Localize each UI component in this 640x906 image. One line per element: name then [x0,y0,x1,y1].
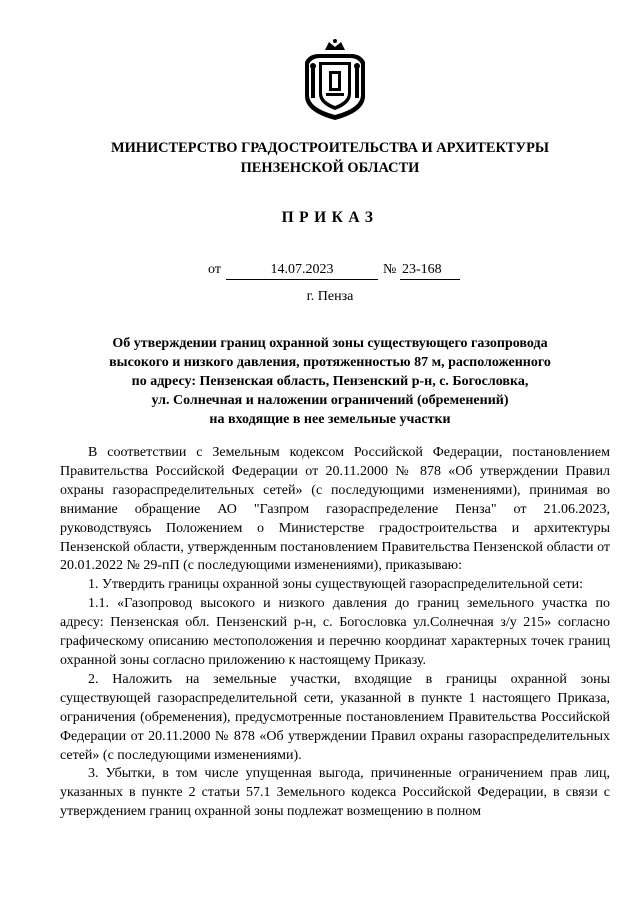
item-1-paragraph: 1. Утвердить границы охранной зоны существующей газораспределительной сети: [88,577,583,593]
order-date-line [60,262,600,282]
date-prefix: от [208,262,221,277]
ministry-name-line2: ПЕНЗЕНСКОЙ ОБЛАСТИ [240,160,420,176]
city-name: г. Пенза [306,289,354,304]
subject-line: на входящие в нее земельные участки [209,411,451,427]
item-1-1-paragraph: 1.1. «Газопровод высокого и низкого давления до границ земельного участка по адресу: Пензенская обл. Пензенский р-н, с. Богословка ул.Солнечная з/у 215» согласно графическому описанию местоположения и перечню координат характерных точек границ охранной зоны согласно приложению к настоящему Приказу. [60,596,610,668]
number-prefix: № [383,262,397,277]
order-subject [60,335,600,430]
order-date: 14.07.2023 [226,262,378,280]
coat-of-arms-emblem [299,38,371,122]
order-body [60,444,610,822]
subject-line: ул. Солнечная и наложении ограничений (обременений) [151,392,509,408]
subject-line: высокого и низкого давления, протяженностью 87 м, расположенного [109,354,551,370]
preamble-paragraph: В соответствии с Земельным кодексом Российской Федерации, постановлением Правительства Российской Федерации от 20.11.2000 № 878 «Об утверждении Правил охраны газораспределительных сетей» (с последующими изменениями), принимая во внимание обращение АО "Газпром газораспределение Пенза" от 21.06.2023, руководствуясь Положением о Министерстве градостроительства и архитектуры Пензенской области, утвержденным постановлением Правительства Пензенской области от 20.01.2022 № 29-пП (с последующими изменениями), приказываю: [60,445,610,574]
subject-line: Об утверждении границ охранной зоны существующего газопровода [112,336,548,351]
subject-line: по адресу: Пензенская область, Пензенский р-н, с. Богословка, [131,373,529,389]
item-2-paragraph: 2. Наложить на земельные участки, входящие в границы охранной зоны существующей газораспределительной сети, указанной в пункте 1 настоящего Приказа, ограничения (обременения), предусмотренные постановлением Правительства Российской Федерации от 20.11.2000 № 878 «Об утверждении Правил охраны газораспределительных сетей» (с последующими изменениями). [60,671,610,763]
order-number: 23-168 [400,262,460,280]
ministry-name [60,138,600,178]
ministry-name-line1: МИНИСТЕРСТВО ГРАДОСТРОИТЕЛЬСТВА И АРХИТЕКТУРЫ [110,140,549,156]
item-3-paragraph: 3. Убытки, в том числе упущенная выгода, причиненные ограничением прав лиц, указанных в пункте 2 статьи 57.1 Земельного кодекса Российской Федерации, в связи с утверждением границ охранной зоны подлежат возмещению в полном [60,766,610,820]
document-type-title: ПРИКАЗ [281,209,379,226]
